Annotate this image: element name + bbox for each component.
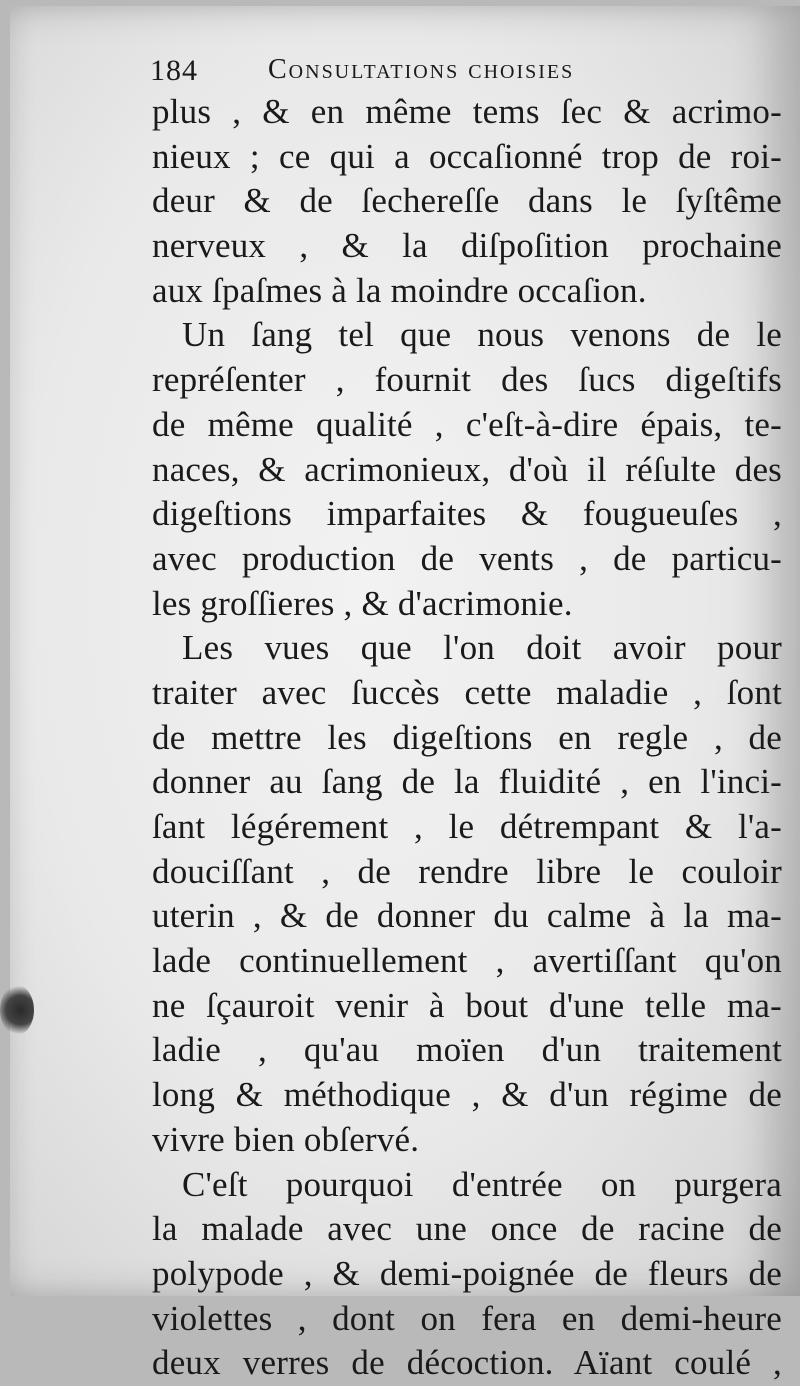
text-line: donner au ſang de la fluidité , en l'inci- <box>152 762 782 802</box>
text-line: deur & de ſechereſſe dans le ſyſtême <box>152 181 782 221</box>
text-line: deux verres de décoction. Aïant coulé , <box>152 1343 782 1383</box>
body-text <box>152 90 782 1386</box>
text-line: vivre bien obſervé. <box>152 1119 420 1159</box>
text-line: ladie , qu'au moïen d'un traitement <box>152 1030 782 1070</box>
book-page <box>10 6 800 1383</box>
text-line: violettes , dont on fera en demi-heure <box>152 1298 782 1338</box>
text-line: plus , & en même tems ſec & acrimo- <box>152 92 782 131</box>
text-line: la malade avec une once de racine de <box>152 1209 782 1249</box>
text-line: Un ſang tel que nous venons de le <box>182 315 782 355</box>
text-line: ne ſçauroit venir à bout d'une telle ma- <box>152 985 782 1025</box>
text-line: repréſenter , fournit des ſucs digeſtifs <box>152 360 782 400</box>
ink-blot <box>0 985 34 1035</box>
text-line: de même qualité , c'eſt-à-dire épais, te- <box>152 404 782 444</box>
text-line: les groſſieres , & d'acrimonie. <box>152 583 573 623</box>
text-line: digeſtions imparfaites & fougueuſes , <box>152 494 782 534</box>
text-line: avec production de vents , de particu- <box>152 538 782 578</box>
text-line: douciſſant , de rendre libre le couloir <box>152 851 782 891</box>
text-line: traiter avec ſuccès cette maladie , ſont <box>152 672 782 712</box>
text-line: naces, & acrimonieux, d'où il réſulte des <box>152 449 782 489</box>
page-number: 184 <box>150 54 198 87</box>
text-line: nieux ; ce qui a occaſionné trop de roi- <box>152 136 782 176</box>
text-line: ſant légérement , le détrempant & l'a- <box>152 807 782 846</box>
text-line: de mettre les digeſtions en regle , de <box>152 717 782 757</box>
text-line: aux ſpaſmes à la moindre occaſion. <box>152 270 647 310</box>
running-title: Consultations choisies <box>268 54 575 85</box>
text-line: uterin , & de donner du calme à la ma- <box>152 896 782 936</box>
text-line: polypode , & demi-poignée de fleurs de <box>152 1253 782 1293</box>
text-line: C'eſt pourquoi d'entrée on purgera <box>182 1164 782 1204</box>
text-line: long & méthodique , & d'un régime de <box>152 1075 782 1115</box>
text-line: Les vues que l'on doit avoir pour <box>182 628 782 668</box>
text-line: nerveux , & la diſpoſition prochaine <box>152 226 782 266</box>
text-line: lade continuellement , avertiſſant qu'on <box>152 941 782 981</box>
